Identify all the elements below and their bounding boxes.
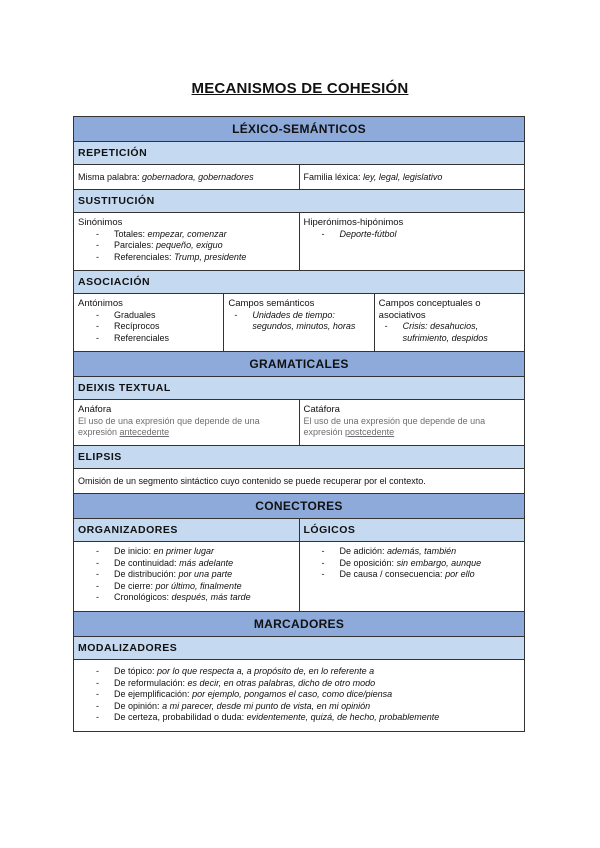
organizadores-cell [74, 542, 299, 611]
familia-lexica-cell [299, 165, 525, 189]
modalizadores-cell [74, 660, 524, 731]
anafora-title: Anáfora [78, 404, 112, 415]
familia-lexica-label: Familia léxica: [303, 172, 361, 182]
list-item: - De certeza, probabilidad o duda: evidentemente, quizá, de hecho, probablemente [96, 712, 520, 724]
subheading-deixis: DEIXIS TEXTUAL [74, 377, 524, 399]
catafora-text: El uso de una expresión que depende de una expresión [303, 415, 486, 437]
conectores-row [74, 541, 524, 611]
anafora-cell [74, 400, 299, 445]
catafora-link: postcedente [345, 427, 395, 437]
catafora-title: Catáfora [303, 404, 340, 415]
conectores-subheadings [74, 519, 524, 541]
list-item: - Referenciales [96, 333, 219, 345]
modalizadores-row [74, 659, 524, 731]
list-item: - De opinión: a mi parecer, desde mi punto de vista, en mi opinión [96, 701, 520, 713]
list-item: - Cronológicos: después, más tarde [96, 592, 295, 604]
antonimos-title: Antónimos [78, 298, 123, 309]
section-header-lexico: LÉXICO-SEMÁNTICOS [74, 117, 524, 141]
list-item: - Graduales [96, 310, 219, 322]
list-item: - Referenciales: Trump, presidente [96, 252, 295, 264]
list-item: - De distribución: por una parte [96, 569, 295, 581]
list-item: - Deporte-fútbol [322, 229, 521, 241]
campos-semanticos-title: Campos semánticos [228, 298, 315, 309]
section-header-conectores: CONECTORES [74, 494, 524, 518]
list-item: - Parciales: pequeño, exiguo [96, 240, 295, 252]
page-title: MECANISMOS DE COHESIÓN [191, 80, 409, 97]
subheading-sustitucion: SUSTITUCIÓN [74, 190, 524, 212]
subheading-organizadores: ORGANIZADORES [78, 524, 178, 536]
list-item: - De causa / consecuencia: por ello [322, 569, 521, 581]
misma-palabra-label: Misma palabra: [78, 172, 140, 182]
catafora-cell [299, 400, 525, 445]
section-header-marcadores: MARCADORES [74, 612, 524, 636]
list-item: - De oposición: sin embargo, aunque [322, 558, 521, 570]
list-item: - Unidades de tiempo: segundos, minutos, horas [234, 310, 369, 333]
list-item: - Totales: empezar, comenzar [96, 229, 295, 241]
asociacion-row [74, 293, 524, 351]
familia-lexica-examples: ley, legal, legislativo [363, 172, 443, 182]
list-item: - De cierre: por último, finalmente [96, 581, 295, 593]
list-item: - De adición: además, también [322, 546, 521, 558]
list-item: - De tópico: por lo que respecta a, a propósito de, en lo referente a [96, 666, 520, 678]
misma-palabra-examples: gobernadora, gobernadores [142, 172, 254, 182]
subheading-logicos: LÓGICOS [299, 519, 525, 541]
campos-semanticos-cell [223, 294, 373, 351]
logicos-cell [299, 542, 525, 611]
campos-conceptuales-title: Campos conceptuales o asociativos [378, 298, 481, 321]
repeticion-row [74, 164, 524, 189]
hiperonimos-title: Hiperónimos-hipónimos [303, 217, 404, 228]
campos-conceptuales-cell [374, 294, 524, 351]
deixis-row [74, 399, 524, 445]
list-item: - De ejemplificación: por ejemplo, pongamos el caso, como dice/piensa [96, 689, 520, 701]
list-item: - De inicio: en primer lugar [96, 546, 295, 558]
subheading-asociacion: ASOCIACIÓN [74, 271, 524, 293]
elipsis-text: Omisión de un segmento sintáctico cuyo contenido se puede recuperar por el contexto. [78, 476, 426, 486]
antonimos-cell [74, 294, 223, 351]
anafora-link: antecedente [119, 427, 170, 437]
subheading-repeticion: REPETICIÓN [74, 142, 524, 164]
sustitucion-row [74, 212, 524, 270]
elipsis-row [74, 468, 524, 493]
sinonimos-cell [74, 213, 299, 270]
misma-palabra-cell [74, 165, 299, 189]
list-item: - Recíprocos [96, 321, 219, 333]
list-item: - Crisis: desahucios, sufrimiento, despidos [385, 321, 520, 344]
subheading-modalizadores: MODALIZADORES [74, 637, 524, 659]
section-header-gramaticales: GRAMATICALES [74, 352, 524, 376]
anafora-text: El uso de una expresión que depende de una expresión [78, 415, 260, 437]
list-item: - De reformulación: es decir, en otras palabras, dicho de otro modo [96, 678, 520, 690]
sinonimos-title: Sinónimos [78, 217, 123, 228]
list-item: - De continuidad: más adelante [96, 558, 295, 570]
cohesion-table [73, 116, 525, 732]
hiperonimos-cell [299, 213, 525, 270]
subheading-elipsis: ELIPSIS [74, 446, 524, 468]
